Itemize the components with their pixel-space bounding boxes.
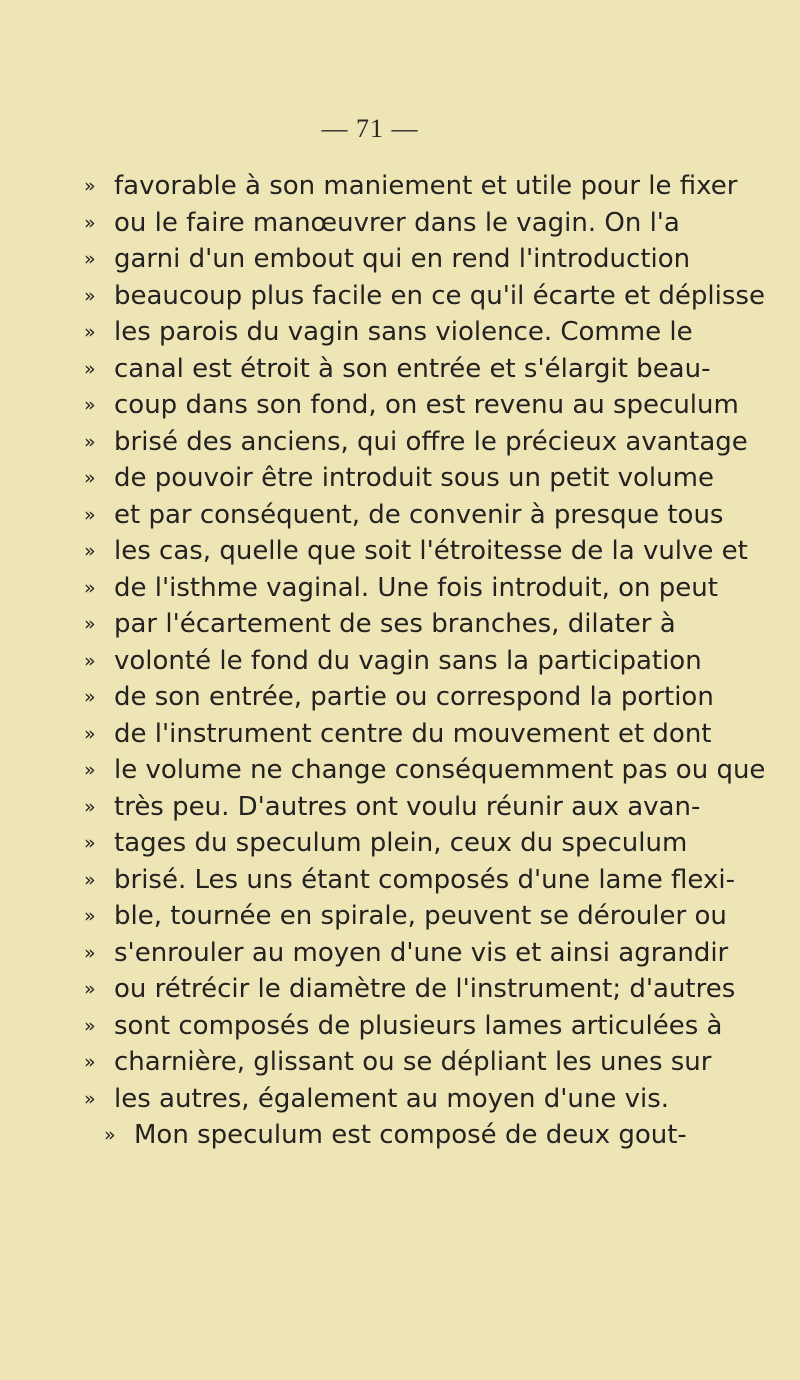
quote-mark: » [84,1051,96,1073]
text-line [84,606,704,643]
quote-mark: » [84,649,96,672]
quote-mark: » [84,795,96,818]
quote-mark: » [84,978,96,1000]
line-text: les parois du vagin sans violence. Comme le [114,317,693,347]
quote-mark: » [84,284,96,307]
text-line [84,971,736,1008]
quote-mark: » [84,722,96,745]
quote-mark: » [84,832,96,854]
quote-mark: » [84,248,96,270]
line-text: de pouvoir être introduit sous un petit volume [114,463,714,493]
text-line [84,278,765,315]
quote-mark: » [84,576,96,599]
quote-mark: » [84,1014,96,1037]
line-text: brisé des anciens, qui offre le précieux avantage [114,426,748,457]
text-line [84,1008,723,1045]
line-text: garni d'un embout qui en rend l'introduction [114,244,691,274]
quote-mark: » [84,868,96,891]
text-line [84,679,714,716]
quote-mark: » [84,503,96,526]
line-text: ble, tournée en spirale, peuvent se dérouler ou [114,901,727,931]
text-line [84,1081,704,1118]
line-text: les autres, également au moyen d'une vis. [114,1083,670,1114]
line-text: beaucoup plus facile en ce qu'il écarte et déplisse [114,280,765,311]
line-text: favorable à son maniement et utile pour le fixer [114,171,738,201]
line-text: très peu. D'autres ont voulu réunir aux avan- [114,791,701,822]
text-line [84,241,704,278]
text-line [84,424,748,461]
line-text: et par conséquent, de convenir à presque tous [114,499,724,530]
line-text: ou rétrécir le diamètre de l'instrument; d'autres [114,974,736,1004]
text-line [84,460,714,497]
text-line [84,898,727,935]
text-line [84,387,739,424]
quote-mark: » [84,759,96,781]
line-text: sont composés de plusieurs lames articulées à [114,1010,723,1041]
line-text: par l'écartement de ses branches, dilater à [114,609,676,639]
line-text: de son entrée, partie ou correspond la portion [114,682,714,712]
quote-mark: » [84,394,96,416]
text-line [84,935,729,972]
quote-mark: » [84,686,96,708]
text-line-paragraph-start [84,1117,704,1154]
text-line [84,643,704,680]
text-line [84,862,735,899]
quote-mark: » [84,540,96,562]
text-line [84,570,718,607]
line-text: ou le faire manœuvrer dans le vagin. On l'a [114,207,680,238]
quote-mark: » [104,1124,116,1146]
line-text: le volume ne change conséquemment pas ou que [114,755,766,785]
line-text: de l'instrument centre du mouvement et dont [114,718,712,749]
quote-mark: » [84,357,96,380]
body-text [84,168,766,1154]
line-text: s'enrouler au moyen d'une vis et ainsi agrandir [114,937,729,968]
line-text: canal est étroit à son entrée et s'élargit beau- [114,353,711,384]
text-line [84,716,712,753]
line-text: les cas, quelle que soit l'étroitesse de la vulve et [114,536,748,566]
text-line [84,533,748,570]
text-line [84,752,766,789]
quote-mark: » [84,321,96,343]
text-line [84,168,738,205]
quote-mark: » [84,905,96,927]
quote-mark: » [84,613,96,635]
line-text: coup dans son fond, on est revenu au speculum [114,390,739,420]
page-number: — 71 — [321,114,419,143]
quote-mark: » [84,1087,96,1110]
line-text: tages du speculum plein, ceux du speculum [114,828,688,858]
text-line [84,497,724,534]
text-line [84,314,704,351]
line-text: brisé. Les uns étant composés d'une lame flexi- [114,864,735,895]
text-line [84,825,704,862]
text-line [84,205,704,242]
quote-mark: » [84,175,96,197]
quote-mark: » [84,430,96,453]
quote-mark: » [84,211,96,234]
text-line [84,351,711,388]
line-text: Mon speculum est composé de deux gout- [134,1120,687,1150]
text-line [84,789,704,826]
quote-mark: » [84,467,96,489]
line-text: charnière, glissant ou se dépliant les unes sur [114,1047,712,1077]
line-text: de l'isthme vaginal. Une fois introduit, on peut [114,572,718,603]
quote-mark: » [84,941,96,964]
text-line [84,1044,712,1081]
line-text: volonté le fond du vagin sans la participation [114,645,702,676]
